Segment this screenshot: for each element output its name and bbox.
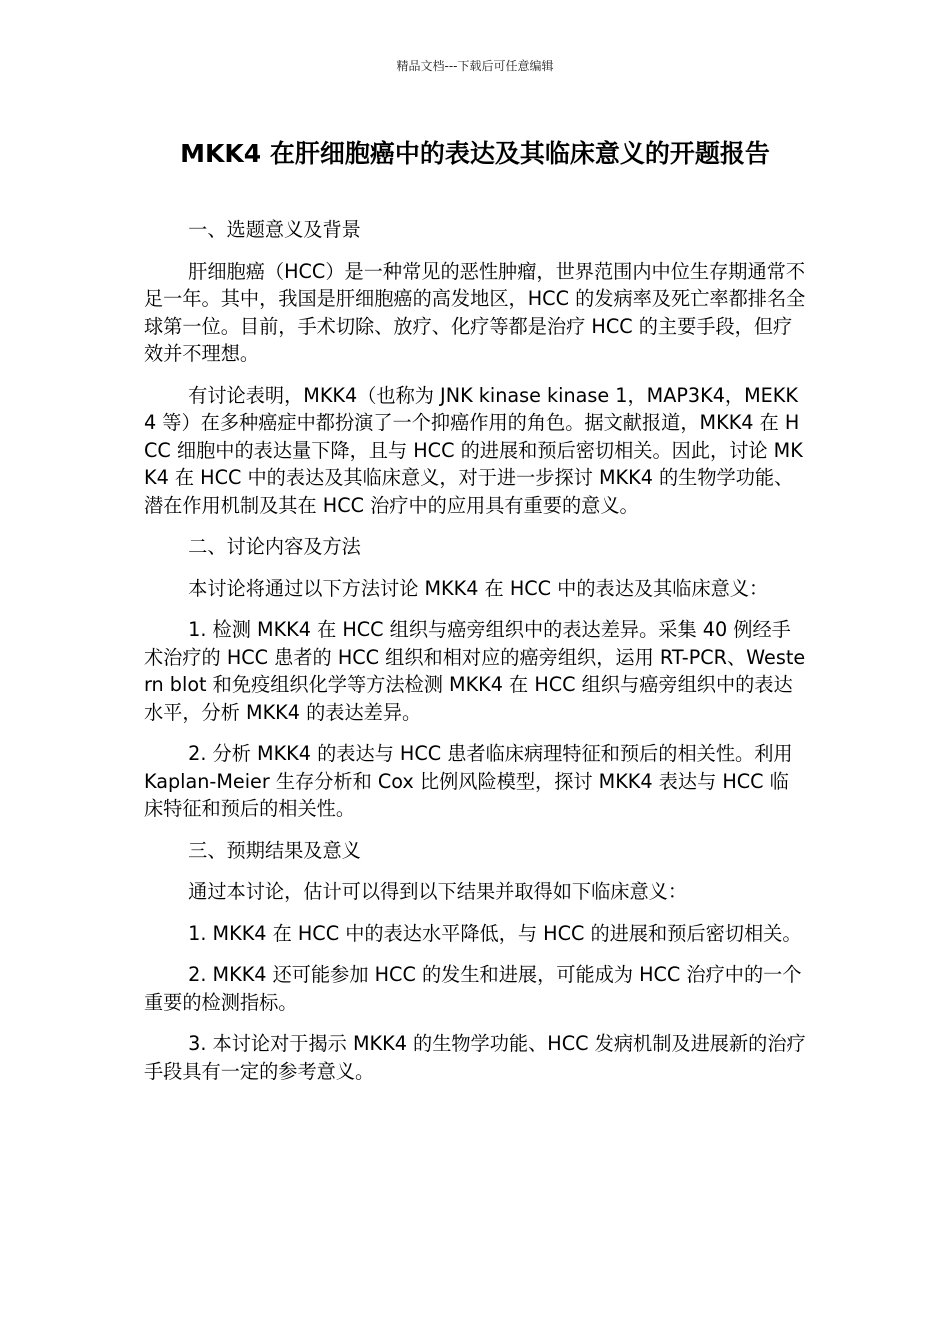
section-heading-2: 二、讨论内容及方法 <box>188 535 361 558</box>
document-body <box>144 216 808 1099</box>
list-item: 1. 检测 MKK4 在 HCC 组织与癌旁组织中的表达差异。采集 40 例经手术治疗的 HCC 患者的 HCC 组织和相对应的癌旁组织，运用 RT-PCR、Western blot 和免疫组织化学等方法检测 MKK4 在 HCC 组织与癌旁组织中的表达水平，分析 MKK4 的表达差异。 <box>144 618 806 724</box>
list-item: 2. MKK4 还可能参加 HCC 的发生和进展，可能成为 HCC 治疗中的一个重要的检测指标。 <box>144 963 802 1014</box>
paragraph: 有讨论表明，MKK4（也称为 JNK kinase kinase 1，MAP3K4，MEKK4 等）在多种癌症中都扮演了一个抑癌作用的角色。据文献报道，MKK4 在 HCC 细胞中的表达量下降，且与 HCC 的进展和预后密切相关。因此，讨论 MKK4 在 HCC 中的表达及其临床意义，对于进一步探讨 MKK4 的生物学功能、潜在作用机制及其在 HCC 治疗中的应用具有重要的意义。 <box>144 383 803 517</box>
paragraph: 肝细胞癌（HCC）是一种常见的恶性肿瘤，世界范围内中位生存期通常不足一年。其中，我国是肝细胞癌的高发地区，HCC 的发病率及死亡率都排名全球第一位。目前，手术切除、放疗、化疗等都是治疗 HCC 的主要手段，但疗效并不理想。 <box>144 259 806 365</box>
paragraph: 本讨论将通过以下方法讨论 MKK4 在 HCC 中的表达及其临床意义： <box>188 576 769 600</box>
section-heading-1: 一、选题意义及背景 <box>188 218 361 241</box>
list-item: 2. 分析 MKK4 的表达与 HCC 患者临床病理特征和预后的相关性。利用 Kaplan-Meier 生存分析和 Cox 比例风险模型，探讨 MKK4 表达与 HCC 临床特征和预后的相关性。 <box>144 742 793 820</box>
list-item: 1. MKK4 在 HCC 中的表达水平降低，与 HCC 的进展和预后密切相关。 <box>188 921 802 945</box>
header-note: 精品文档---下载后可任意编辑 <box>396 59 554 73</box>
document-title: MKK4 在肝细胞癌中的表达及其临床意义的开题报告 <box>180 139 770 168</box>
section-heading-3: 三、预期结果及意义 <box>188 838 361 862</box>
paragraph: 通过本讨论，估计可以得到以下结果并取得如下临床意义： <box>188 880 688 903</box>
list-item: 3. 本讨论对于揭示 MKK4 的生物学功能、HCC 发病机制及进展新的治疗手段具有一定的参考意义。 <box>144 1032 806 1083</box>
